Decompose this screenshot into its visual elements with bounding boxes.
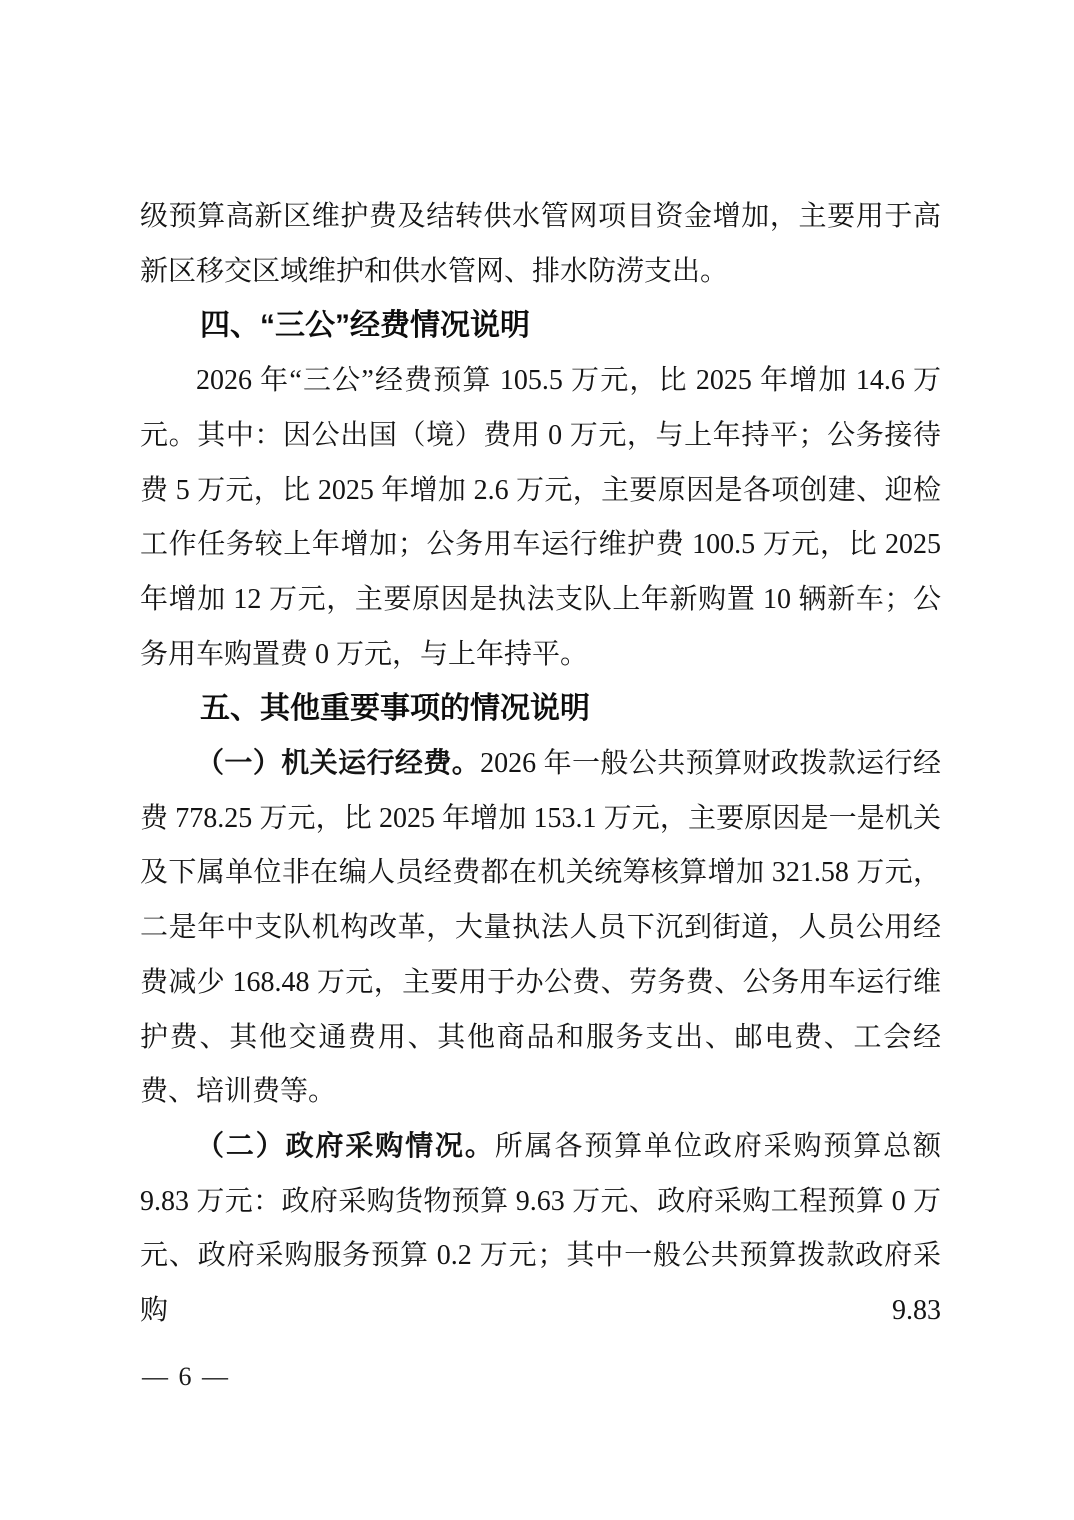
section5-heading: 五、其他重要事项的情况说明: [200, 692, 590, 726]
section5-item1-text: 2026 年一般公共预算财政拨款运行经费 778.25 万元，比 2025 年增加 153.1 万元，主要原因是一是机关及下属单位非在编人员经费都在机关统筹核算增加 321.58 万元，二是年中支队机构改革，大量执法人员下沉到街道，人员公用经费减少 168.48 万元，主要用于办公费、劳务费、公务用车运行维护费、其他交通费用、其他商品和服务支出、邮电费、工会经费、培训费等。: [140, 748, 941, 1108]
document-body: [140, 190, 941, 1339]
paragraph-continuation: 级预算高新区维护费及结转供水管网项目资金增加，主要用于高新区移交区域维护和供水管网、排水防涝支出。: [140, 201, 941, 287]
section5-item2-lead: （二）政府采购情况。: [196, 1130, 495, 1162]
section4-paragraph: 2026 年“三公”经费预算 105.5 万元，比 2025 年增加 14.6 万元。其中：因公出国（境）费用 0 万元，与上年持平；公务接待费 5 万元，比 2025 年增加 2.6 万元，主要原因是各项创建、迎检工作任务较上年增加；公务用车运行维护费 100.5 万元，比 2025 年增加 12 万元，主要原因是执法支队上年新购置 10 辆新车；公务用车购置费 0 万元，与上年持平。: [140, 365, 941, 670]
section5-item1-lead: （一）机关运行经费。: [196, 748, 481, 780]
section5-item2-paragraph: [140, 1120, 941, 1339]
section4-heading: 四、“三公”经费情况说明: [200, 309, 530, 343]
section5-item2-text: 所属各预算单位政府采购预算总额 9.83 万元：政府采购货物预算 9.63 万元、政府采购工程预算 0 万元、政府采购服务预算 0.2 万元；其中一般公共预算拨款政府采购 9.83: [140, 1130, 941, 1327]
section5-item1-paragraph: [140, 737, 941, 1120]
page-number: — 6 —: [142, 1362, 230, 1391]
